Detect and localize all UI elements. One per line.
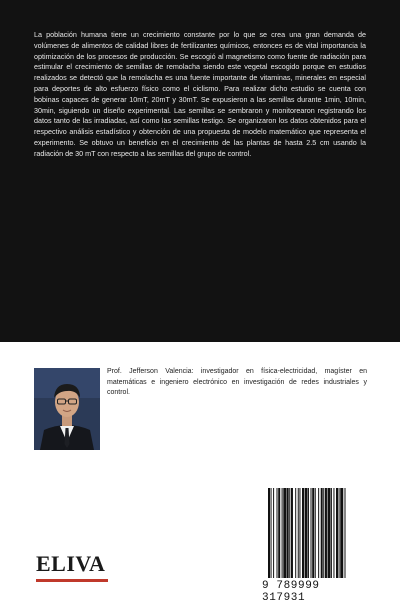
publisher-logo-text: ELIVA bbox=[36, 551, 106, 576]
barcode-bar bbox=[277, 488, 278, 578]
barcode-bar bbox=[331, 488, 332, 578]
barcode-bar bbox=[315, 488, 316, 578]
barcode-bar bbox=[271, 488, 272, 578]
barcode-bar bbox=[318, 488, 319, 578]
barcode-bar bbox=[312, 488, 314, 578]
barcode-bar bbox=[273, 488, 274, 578]
barcode-bar bbox=[268, 488, 270, 578]
barcode-bar bbox=[345, 488, 346, 578]
barcode-bar bbox=[308, 488, 309, 578]
barcode-bar bbox=[287, 488, 289, 578]
barcode-bar bbox=[299, 488, 300, 578]
barcode-bar bbox=[302, 488, 304, 578]
barcode-bar bbox=[339, 488, 340, 578]
barcode-bar bbox=[340, 488, 343, 578]
barcode-bar bbox=[283, 488, 286, 578]
barcode-bar bbox=[291, 488, 293, 578]
barcode-bar bbox=[289, 488, 290, 578]
isbn-number: 9 789999 317931 bbox=[262, 580, 320, 600]
barcode-bar bbox=[321, 488, 323, 578]
barcode-bar bbox=[282, 488, 283, 578]
barcode-bar bbox=[311, 488, 312, 578]
publisher-logo-bar bbox=[36, 579, 108, 582]
barcode-bar bbox=[278, 488, 280, 578]
book-blurb: La población humana tiene un crecimiento constante por lo que se crea una gran demanda de volúmenes de alimentos de calidad libres de fertilizantes químicos, entonces es de vital importancia la optimización de los procesos de producción. Se escogió al magnetismo como fuente de radiación para estimular el crecimiento de semillas de remolacha siendo este vegetal escogido porque en estudios realizados se detectó que la remolacha es una fuente importante de vitaminas, minerales en especial para deportes de alto esfuerzo físico como el ciclismo. Para realizar dicho estudio se cuenta con bobinas capaces de generar 10mT, 20mT y 30mT. Se expusieron a las semillas durante 1min, 10min, 30min, siguiendo un diseño experimental. Las semillas se sembraron y monitorearon registrando los datos tanto de las irradiadas, así como las semillas testigo. Se organizaron los datos obtenidos para el respectivo análisis estadístico y obtención de una propuesta de modelo matemático que representa el experimento. Se obtuvo un beneficio en el crecimiento de las plantas de hasta 2.5 cm usando la radiación de 30 mT con respecto a las semillas del grupo de control. bbox=[34, 30, 366, 158]
barcode-bar bbox=[328, 488, 331, 578]
barcode-bar bbox=[323, 488, 324, 578]
barcode-bar bbox=[325, 488, 327, 578]
publisher-logo bbox=[36, 553, 108, 591]
author-bio: Prof. Jefferson Valencia: investigador en física-electricidad, magíster en matemáticas e ingeniero electrónico en investigación de redes industriales y control. bbox=[107, 368, 367, 397]
barcode-bar bbox=[295, 488, 296, 578]
barcode-bar bbox=[298, 488, 299, 578]
author-photo bbox=[34, 368, 100, 450]
barcode-bar bbox=[333, 488, 334, 578]
barcode-bar bbox=[305, 488, 308, 578]
isbn-barcode bbox=[268, 488, 366, 582]
barcode-bar bbox=[336, 488, 338, 578]
